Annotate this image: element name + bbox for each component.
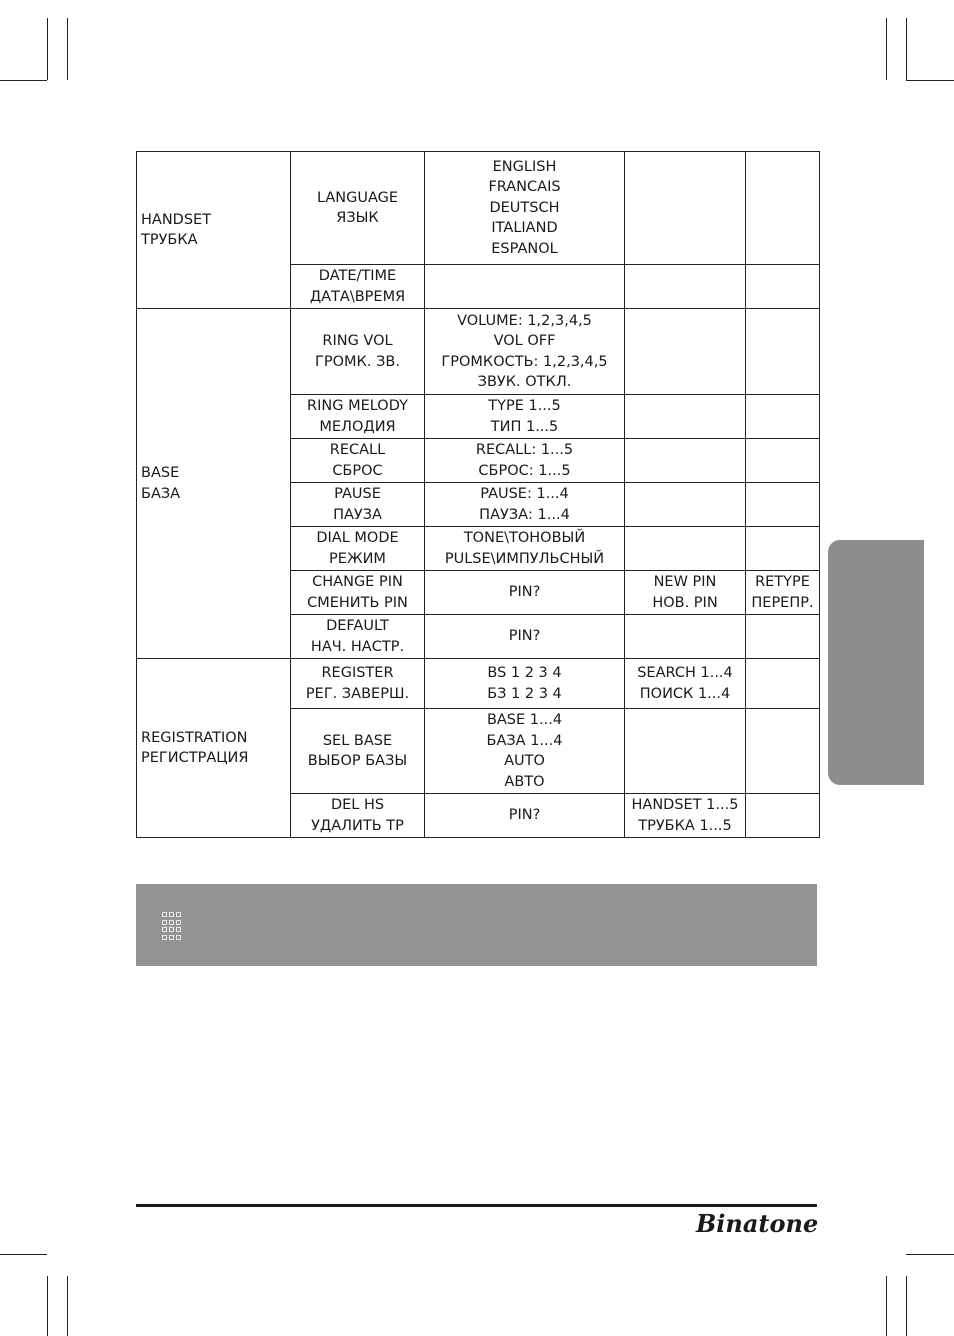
table-cell (291, 152, 425, 265)
table-cell (625, 483, 746, 527)
brand-logo-text: Binatone (696, 1209, 818, 1238)
table-cell (425, 527, 625, 571)
cell-text: DEL HS УДАЛИТЬ ТР (311, 797, 404, 834)
keypad-icon (162, 912, 182, 940)
cell-text: BASE БАЗА (141, 465, 181, 502)
cell-text: SEL BASE ВЫБОР БАЗЫ (307, 732, 408, 769)
table-cell (625, 709, 746, 794)
table-cell (425, 152, 625, 265)
table-cell (746, 152, 820, 265)
table-cell (625, 152, 746, 265)
cell-text: PIN? (508, 807, 541, 824)
table-cell (291, 659, 425, 709)
cell-text: RECALL СБРОС (329, 442, 386, 479)
table-cell (625, 571, 746, 615)
crop-mark (47, 18, 48, 80)
menu-group-cell (137, 152, 291, 309)
cell-text: TONE\ТОНОВЫЙ PULSE\ИМПУЛЬСНЫЙ (444, 530, 605, 567)
cell-text: PAUSE: 1...4 ПАУЗА: 1...4 (479, 486, 570, 523)
table-cell (291, 483, 425, 527)
crop-mark (0, 1254, 47, 1255)
crop-mark (906, 80, 954, 81)
table-cell (746, 309, 820, 395)
cell-text: DEFAULT НАЧ. НАСТР. (310, 618, 405, 655)
crop-mark (886, 18, 887, 80)
table-cell (291, 615, 425, 659)
cell-text: HANDSET 1...5 ТРУБКА 1...5 (631, 797, 739, 834)
cell-text: SEARCH 1...4 ПОИСК 1...4 (637, 665, 733, 702)
menu-table-body (137, 152, 820, 838)
crop-mark (47, 1276, 48, 1336)
cell-text: HANDSET ТРУБКА (141, 211, 212, 248)
brand-logo (694, 1206, 818, 1240)
table-cell (625, 615, 746, 659)
table-cell (746, 439, 820, 483)
crop-mark (906, 1276, 907, 1336)
table-cell (625, 659, 746, 709)
table-cell (425, 615, 625, 659)
table-cell (291, 527, 425, 571)
table-cell (746, 794, 820, 838)
table-cell (746, 571, 820, 615)
table-cell (746, 659, 820, 709)
table-cell (425, 439, 625, 483)
table-cell (746, 527, 820, 571)
menu-structure-table (136, 151, 820, 838)
table-cell (625, 265, 746, 309)
cell-text: ENGLISH FRANCAIS DEUTSCH ITALIAND ESPANOL (488, 158, 561, 257)
table-cell (291, 439, 425, 483)
menu-group-cell (137, 309, 291, 659)
table-cell (291, 309, 425, 395)
cell-text: BS 1 2 3 4 БЗ 1 2 3 4 (487, 665, 562, 702)
cell-text: CHANGE PIN СМЕНИТЬ PIN (307, 574, 408, 611)
table-cell (625, 309, 746, 395)
table-cell (746, 265, 820, 309)
table-cell (291, 794, 425, 838)
cell-text: RETYPE ПЕРЕПР. (751, 574, 814, 611)
cell-text: VOLUME: 1,2,3,4,5 VOL OFF ГРОМКОСТЬ: 1,2,3,4,5 ЗВУК. ОТКЛ. (441, 312, 608, 390)
crop-mark (67, 18, 68, 80)
crop-mark (906, 1254, 954, 1255)
table-cell (291, 571, 425, 615)
table-cell (425, 309, 625, 395)
table-cell (746, 709, 820, 794)
table-cell (425, 659, 625, 709)
cell-text: BASE 1...4 БАЗА 1...4 AUTO АВТО (486, 712, 563, 790)
table-cell (625, 395, 746, 439)
crop-mark (906, 18, 907, 80)
cell-text: RING VOL ГРОМК. ЗВ. (315, 333, 400, 370)
table-cell (291, 265, 425, 309)
table-cell (425, 395, 625, 439)
table-cell (746, 395, 820, 439)
table-cell (746, 483, 820, 527)
table-cell (746, 615, 820, 659)
cell-text: DIAL MODE РЕЖИМ (316, 530, 399, 567)
cell-text: PIN? (508, 628, 541, 645)
table-row (137, 309, 820, 395)
table-cell (425, 794, 625, 838)
crop-mark (886, 1276, 887, 1336)
cell-text: REGISTRATION РЕГИСТРАЦИЯ (141, 729, 249, 766)
cell-text: RECALL: 1...5 СБРОС: 1...5 (475, 442, 574, 479)
cell-text: TYPE 1...5 ТИП 1...5 (488, 398, 561, 435)
cell-text: NEW PIN НОВ. PIN (652, 574, 718, 611)
table-row (137, 659, 820, 709)
table-cell (625, 527, 746, 571)
crop-mark (67, 1276, 68, 1336)
table-cell (425, 265, 625, 309)
cell-text: LANGUAGE ЯЗЫК (316, 189, 399, 226)
cell-text: RING MELODY МЕЛОДИЯ (307, 398, 408, 435)
table-cell (425, 571, 625, 615)
crop-mark (0, 80, 47, 81)
table-cell (425, 709, 625, 794)
keypad-banner (136, 884, 817, 966)
table-row (137, 152, 820, 265)
table-cell (625, 794, 746, 838)
section-side-tab (828, 540, 924, 785)
cell-text: DATE/TIME ДАТА\ВРЕМЯ (309, 268, 406, 305)
cell-text: PAUSE ПАУЗА (333, 486, 382, 523)
cell-text: REGISTER РЕГ. ЗАВЕРШ. (305, 665, 410, 702)
cell-text: PIN? (508, 584, 541, 601)
table-cell (291, 709, 425, 794)
table-cell (625, 439, 746, 483)
table-cell (425, 483, 625, 527)
menu-group-cell (137, 659, 291, 838)
table-cell (291, 395, 425, 439)
